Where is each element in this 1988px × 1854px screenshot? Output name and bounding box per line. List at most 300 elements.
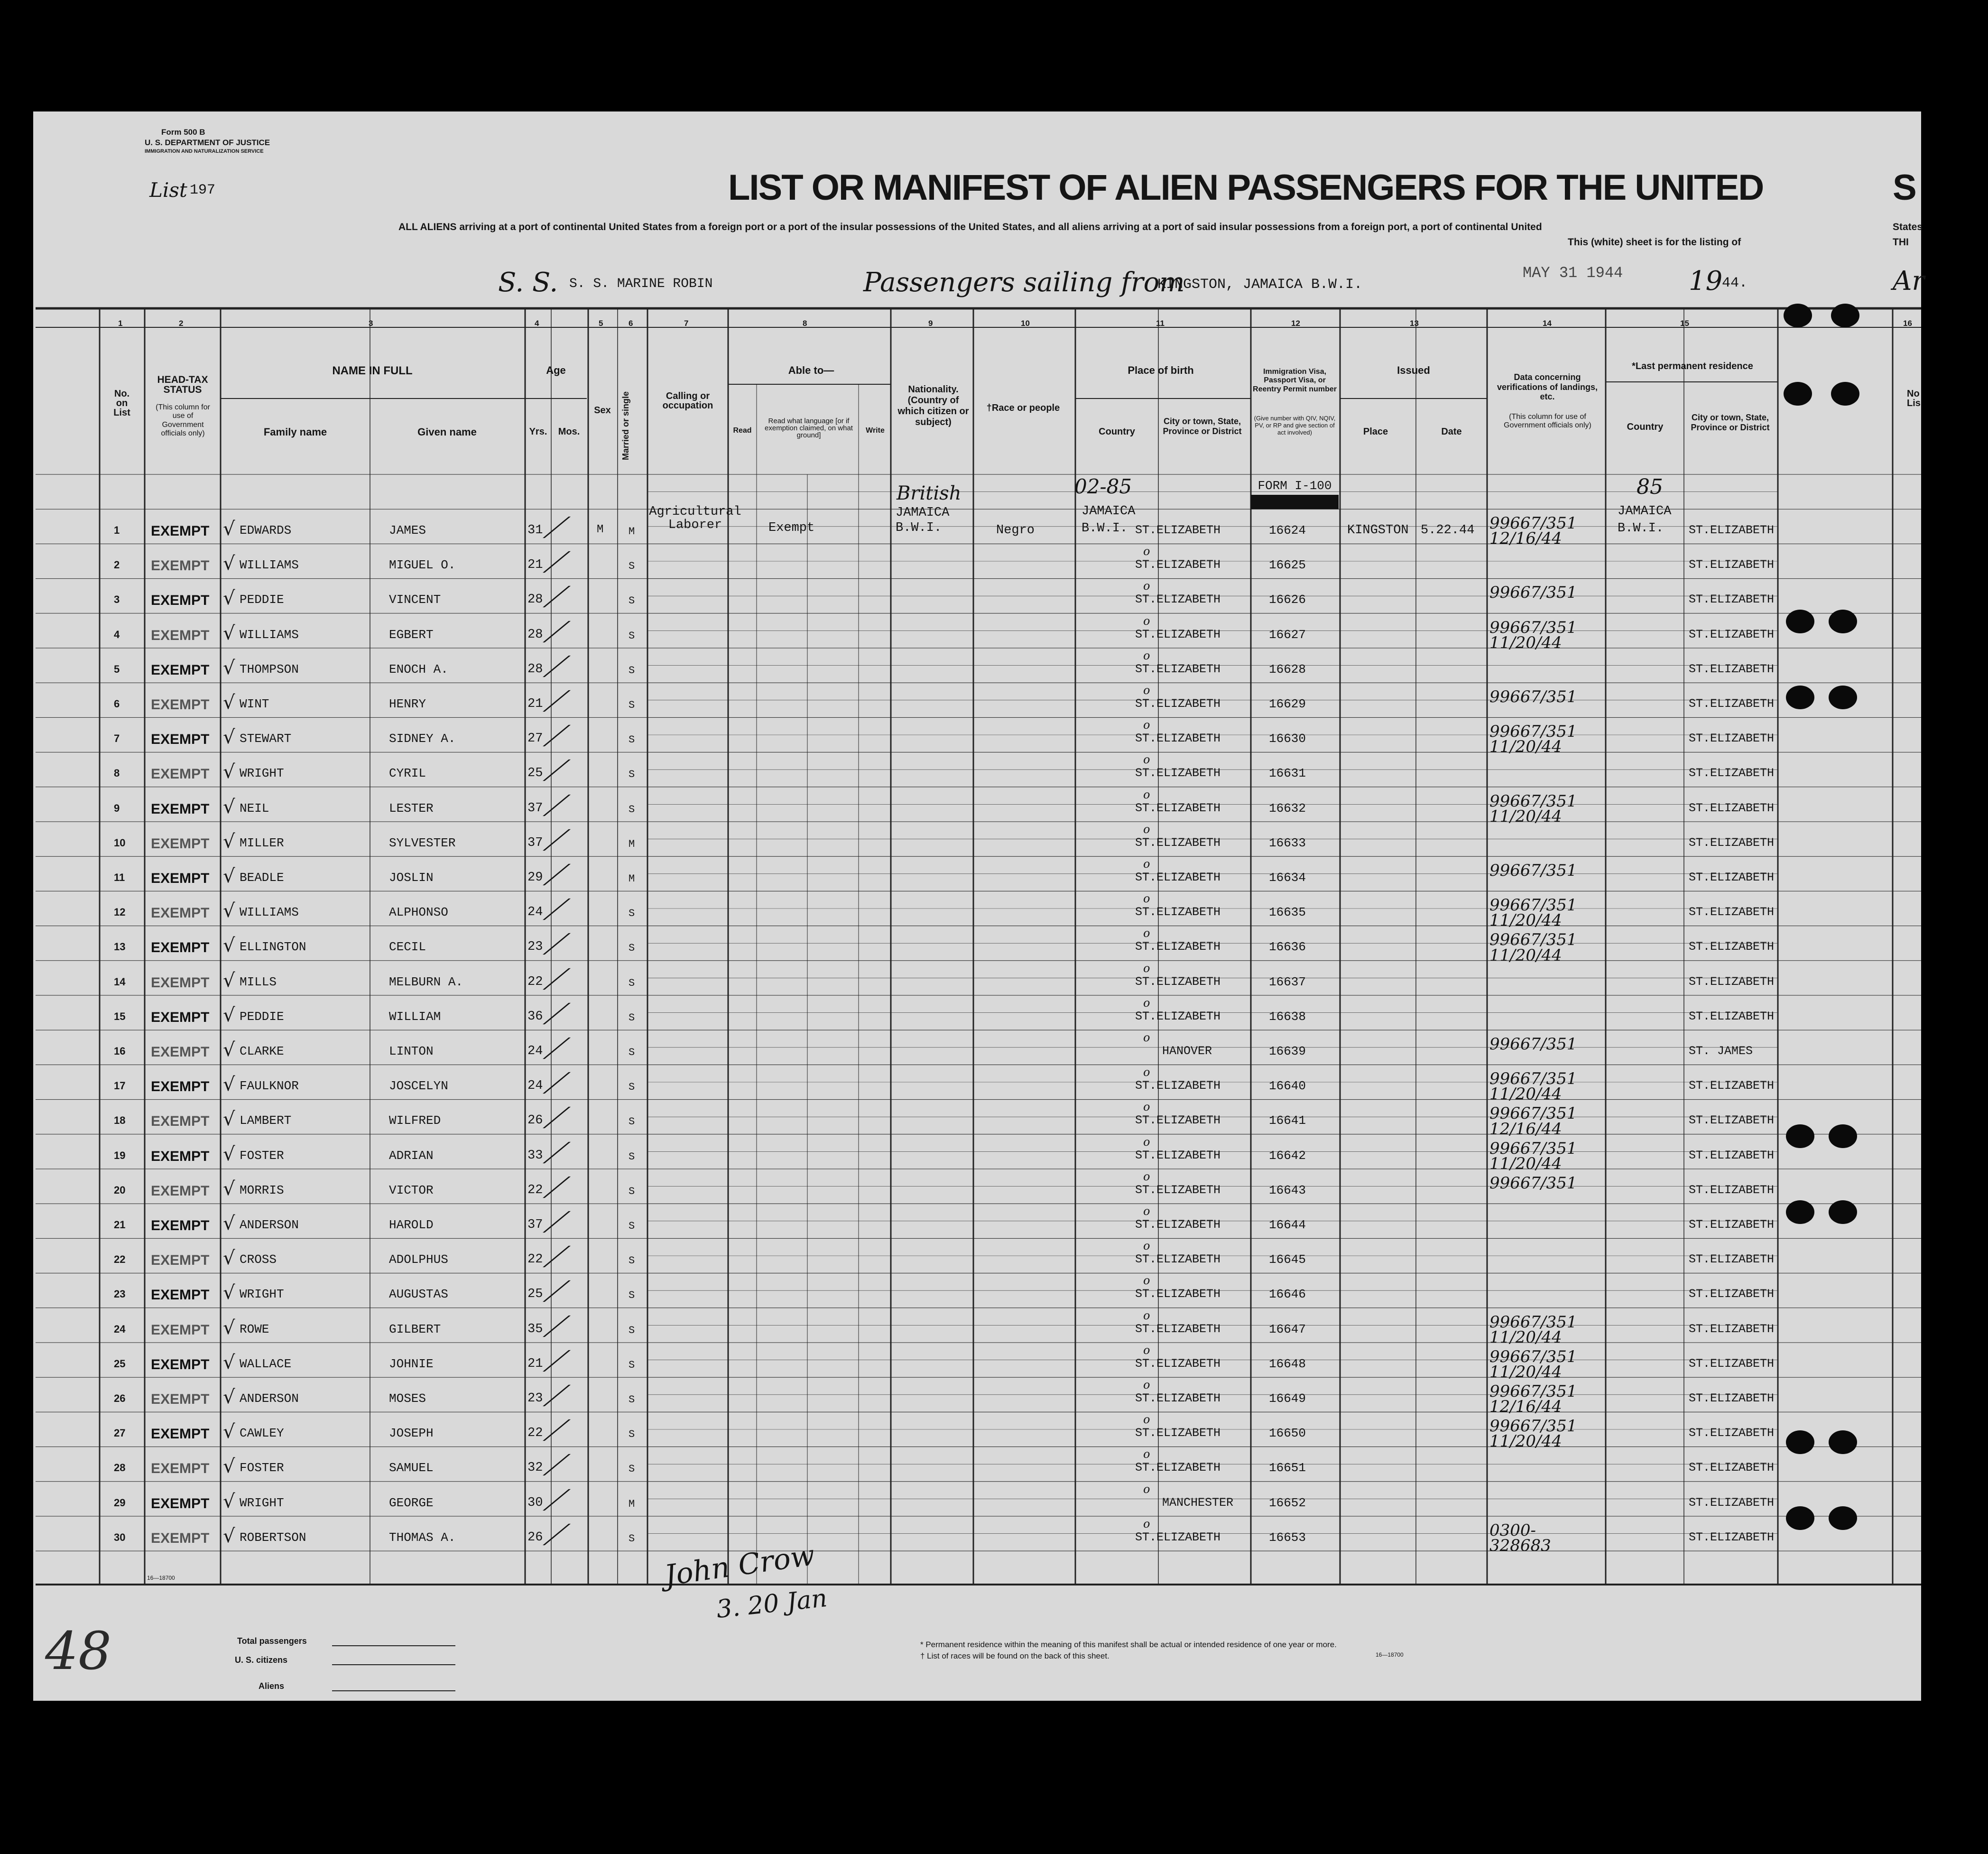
age-years: 32 bbox=[527, 1461, 543, 1475]
year-prefix: 19 bbox=[1689, 266, 1723, 297]
visa-number: 16636 bbox=[1269, 940, 1306, 955]
age-months-tick: / bbox=[542, 1483, 573, 1514]
head-tax-status: EXEMPT bbox=[151, 1426, 210, 1442]
given-name: SAMUEL bbox=[389, 1461, 434, 1475]
visa-number: 16626 bbox=[1269, 593, 1306, 607]
sex: M bbox=[597, 523, 604, 536]
issued-place: KINGSTON bbox=[1347, 523, 1409, 538]
age-months-tick: / bbox=[542, 754, 573, 785]
check-mark: √ bbox=[223, 1039, 235, 1061]
ditto-mark: o bbox=[1143, 614, 1150, 628]
marital-status: S bbox=[629, 1116, 635, 1128]
age-months-tick: / bbox=[542, 1310, 573, 1341]
residence-city: ST.ELIZABETH bbox=[1689, 1079, 1775, 1093]
family-name: MILLS bbox=[240, 974, 277, 989]
check-mark: √ bbox=[223, 1108, 235, 1131]
check-mark: √ bbox=[223, 1490, 235, 1512]
age-months-tick: / bbox=[542, 928, 573, 959]
family-name: ROBERTSON bbox=[240, 1530, 306, 1545]
family-name: WRIGHT bbox=[240, 766, 284, 781]
row-number: 2 bbox=[114, 559, 120, 571]
age-years: 23 bbox=[527, 1391, 543, 1406]
head-tax-status: EXEMPT bbox=[151, 835, 210, 852]
header-nationality: Nationality. (Country of which citizen or subject) bbox=[897, 384, 969, 427]
visa-number: 16648 bbox=[1269, 1356, 1306, 1371]
header-res-country: Country bbox=[1627, 422, 1664, 432]
age-years: 30 bbox=[527, 1495, 543, 1510]
age-months-tick: / bbox=[542, 1518, 573, 1549]
visa-number: 16628 bbox=[1269, 662, 1306, 677]
check-mark: √ bbox=[223, 1525, 235, 1547]
header-yrs: Yrs. bbox=[529, 426, 547, 437]
marital-status: S bbox=[629, 1463, 635, 1475]
header-name-in-full: NAME IN FULL bbox=[332, 364, 413, 377]
age-years: 24 bbox=[527, 905, 543, 920]
check-mark: √ bbox=[223, 692, 235, 714]
row-number: 6 bbox=[114, 698, 120, 710]
given-name: HAROLD bbox=[389, 1218, 434, 1232]
family-name: WILLIAMS bbox=[240, 905, 299, 920]
nationality-handwritten: British bbox=[897, 482, 962, 504]
check-mark: √ bbox=[223, 865, 235, 887]
row-number: 13 bbox=[114, 941, 126, 953]
residence-city: ST.ELIZABETH bbox=[1689, 974, 1775, 989]
punch-hole bbox=[1829, 610, 1857, 633]
given-name: HENRY bbox=[389, 697, 426, 711]
birth-city: ST.ELIZABETH bbox=[1135, 593, 1221, 607]
visa-number: 16642 bbox=[1269, 1148, 1306, 1163]
footnote-residence: * Permanent residence within the meaning of this manifest shall be actual or intended residence of one year or more. bbox=[920, 1640, 1337, 1649]
birth-city: ST.ELIZABETH bbox=[1135, 1079, 1221, 1093]
header-head-tax: HEAD-TAX STATUS bbox=[157, 374, 208, 395]
residence-city: ST.ELIZABETH bbox=[1689, 1391, 1775, 1405]
marital-status: S bbox=[629, 908, 635, 920]
occupation: Agricultural Laborer bbox=[649, 505, 741, 533]
row-number: 21 bbox=[114, 1219, 126, 1231]
head-tax-status: EXEMPT bbox=[151, 974, 210, 991]
header-able-to: Able to— bbox=[788, 364, 834, 376]
total-passengers-label: Total passengers bbox=[237, 1636, 307, 1646]
family-name: STEWART bbox=[240, 732, 292, 746]
marital-status: M bbox=[629, 1498, 635, 1510]
punch-hole bbox=[1829, 1200, 1857, 1224]
check-mark: √ bbox=[223, 587, 235, 610]
head-tax-status: EXEMPT bbox=[151, 1322, 210, 1338]
age-months-tick: / bbox=[542, 824, 573, 854]
ditto-mark: o bbox=[1143, 1169, 1150, 1183]
visa-number: 16653 bbox=[1269, 1530, 1306, 1545]
ditto-mark: o bbox=[1143, 996, 1150, 1010]
visa-number: 16637 bbox=[1269, 974, 1306, 989]
birth-city: ST.ELIZABETH bbox=[1135, 627, 1221, 641]
age-months-tick: / bbox=[542, 859, 573, 889]
family-name: FAULKNOR bbox=[240, 1079, 299, 1094]
verification-note: 99667/351 11/20/44 bbox=[1489, 1069, 1577, 1104]
head-tax-status: EXEMPT bbox=[151, 801, 210, 817]
header-race: †Race or people bbox=[986, 403, 1060, 413]
head-tax-status: EXEMPT bbox=[151, 905, 210, 921]
punch-hole bbox=[1784, 382, 1812, 406]
head-tax-status: EXEMPT bbox=[151, 1113, 210, 1130]
visa-number: 16632 bbox=[1269, 801, 1306, 816]
birth-city: ST.ELIZABETH bbox=[1135, 1183, 1221, 1197]
residence-city: ST.ELIZABETH bbox=[1689, 662, 1775, 676]
visa-number: 16630 bbox=[1269, 732, 1306, 746]
print-code: 16—18700 bbox=[1376, 1651, 1404, 1658]
row-number: 29 bbox=[114, 1496, 126, 1509]
birth-city: ST.ELIZABETH bbox=[1135, 662, 1221, 676]
age-months-tick: / bbox=[542, 1136, 573, 1167]
column-number: 16 bbox=[1903, 319, 1912, 328]
footnote-races: † List of races will be found on the back of this sheet. bbox=[920, 1651, 1110, 1660]
age-months-tick: / bbox=[542, 720, 573, 751]
residence-city: ST.ELIZABETH bbox=[1689, 1218, 1775, 1232]
column-number: 10 bbox=[1021, 319, 1030, 328]
visa-number: 16635 bbox=[1269, 905, 1306, 920]
age-years: 33 bbox=[527, 1148, 543, 1163]
check-mark: √ bbox=[223, 1316, 235, 1339]
head-tax-status: EXEMPT bbox=[151, 1356, 210, 1372]
column-number: 9 bbox=[928, 319, 933, 328]
header-visa: Immigration Visa, Passport Visa, or Reentry Permit number bbox=[1253, 368, 1337, 393]
given-name: WILFRED bbox=[389, 1113, 441, 1128]
check-mark: √ bbox=[223, 657, 235, 679]
age-years: 22 bbox=[527, 1183, 543, 1197]
row-number: 7 bbox=[114, 732, 120, 745]
check-mark: √ bbox=[223, 761, 235, 783]
check-mark: √ bbox=[223, 1421, 235, 1443]
age-years: 25 bbox=[527, 766, 543, 781]
given-name: VICTOR bbox=[389, 1183, 434, 1197]
ditto-mark: o bbox=[1143, 1517, 1150, 1530]
punch-hole bbox=[1786, 1506, 1814, 1530]
header-no-on-list: No. on List bbox=[113, 389, 130, 418]
header-given-name: Given name bbox=[417, 426, 477, 438]
age-months-tick: / bbox=[542, 1414, 573, 1445]
marital-status: S bbox=[629, 1289, 635, 1302]
marital-status: M bbox=[629, 838, 635, 850]
check-mark: √ bbox=[223, 1143, 235, 1165]
age-years: 26 bbox=[527, 1530, 543, 1545]
age-months-tick: / bbox=[542, 789, 573, 820]
age-years: 21 bbox=[527, 1356, 543, 1371]
residence-city: ST.ELIZABETH bbox=[1689, 1461, 1775, 1475]
age-months-tick: / bbox=[542, 546, 573, 577]
sailing-label: Passengers sailing from bbox=[863, 267, 1185, 298]
family-name: CROSS bbox=[240, 1252, 277, 1267]
age-years: 37 bbox=[527, 835, 543, 850]
residence-city: ST.ELIZABETH bbox=[1689, 1322, 1775, 1336]
header-write: Write bbox=[866, 426, 885, 435]
punch-hole bbox=[1786, 1200, 1814, 1224]
ss-value: S. S. MARINE ROBIN bbox=[569, 277, 713, 291]
visa-number: 16631 bbox=[1269, 766, 1306, 781]
verification-note: 99667/351 11/20/44 bbox=[1489, 1417, 1577, 1451]
punch-hole bbox=[1829, 686, 1857, 709]
age-years: 24 bbox=[527, 1079, 543, 1094]
row-number: 24 bbox=[114, 1323, 126, 1335]
check-mark: √ bbox=[223, 1177, 235, 1200]
age-years: 35 bbox=[527, 1322, 543, 1336]
given-name: LESTER bbox=[389, 801, 434, 816]
family-name: THOMPSON bbox=[240, 662, 299, 677]
check-mark: √ bbox=[223, 935, 235, 957]
header-calling: Calling or occupation bbox=[662, 391, 713, 411]
white-sheet-note: This (white) sheet is for the listing of bbox=[1568, 237, 1741, 248]
column-number: 2 bbox=[179, 319, 184, 328]
ditto-mark: o bbox=[1143, 1100, 1150, 1114]
marital-status: S bbox=[629, 1220, 635, 1232]
family-name: ROWE bbox=[240, 1322, 269, 1336]
head-tax-status: EXEMPT bbox=[151, 1252, 210, 1269]
family-name: PEDDIE bbox=[240, 1009, 284, 1024]
row-number: 15 bbox=[114, 1010, 126, 1022]
head-tax-status: EXEMPT bbox=[151, 1183, 210, 1199]
residence-note-handwritten: 85 bbox=[1637, 475, 1663, 499]
list-label: List bbox=[149, 178, 187, 202]
visa-number: 16644 bbox=[1269, 1218, 1306, 1232]
age-years: 23 bbox=[527, 940, 543, 955]
row-number: 8 bbox=[114, 767, 120, 779]
birth-city: ST.ELIZABETH bbox=[1135, 732, 1221, 746]
ditto-mark: o bbox=[1143, 579, 1150, 593]
check-mark: √ bbox=[223, 969, 235, 992]
residence-city: ST.ELIZABETH bbox=[1689, 1426, 1775, 1440]
visa-number: 16639 bbox=[1269, 1044, 1306, 1058]
age-months-tick: / bbox=[542, 685, 573, 715]
service-name: IMMIGRATION AND NATURALIZATION SERVICE bbox=[145, 148, 264, 154]
residence-city: ST.ELIZABETH bbox=[1689, 940, 1775, 954]
head-tax-status: EXEMPT bbox=[151, 766, 210, 782]
read-language: Exempt bbox=[768, 521, 815, 535]
birth-city: ST.ELIZABETH bbox=[1135, 905, 1221, 919]
ditto-mark: o bbox=[1143, 1343, 1150, 1357]
visa-number: 16624 bbox=[1269, 523, 1306, 538]
birth-city: ST.ELIZABETH bbox=[1135, 974, 1221, 989]
head-tax-status: EXEMPT bbox=[151, 593, 210, 609]
visa-number: 16640 bbox=[1269, 1079, 1306, 1094]
age-months-tick: / bbox=[542, 1449, 573, 1480]
verification-note: 99667/351 11/20/44 bbox=[1489, 930, 1577, 965]
marital-status: M bbox=[629, 526, 635, 538]
column-number: 5 bbox=[599, 319, 603, 328]
ditto-mark: o bbox=[1143, 1205, 1150, 1218]
row-number: 28 bbox=[114, 1462, 126, 1474]
age-months-tick: / bbox=[542, 1275, 573, 1306]
row-number: 27 bbox=[114, 1427, 126, 1439]
row-number: 10 bbox=[114, 836, 126, 849]
birth-city: ST.ELIZABETH bbox=[1135, 1530, 1221, 1544]
birth-city: ST.ELIZABETH bbox=[1135, 1322, 1221, 1336]
ditto-mark: o bbox=[1143, 822, 1150, 836]
head-tax-status: EXEMPT bbox=[151, 1079, 210, 1095]
visa-redaction-bar bbox=[1251, 495, 1339, 509]
column-number: 7 bbox=[684, 319, 689, 328]
date-stamp: MAY 31 1944 bbox=[1523, 264, 1623, 282]
marital-status: S bbox=[629, 1185, 635, 1197]
header-family-name: Family name bbox=[263, 426, 327, 438]
total-passengers-line bbox=[332, 1645, 455, 1646]
race: Negro bbox=[996, 523, 1035, 538]
marital-status: S bbox=[629, 1011, 635, 1024]
ditto-mark: o bbox=[1143, 788, 1150, 801]
row-number: 19 bbox=[114, 1149, 126, 1161]
family-name: EDWARDS bbox=[240, 523, 292, 538]
family-name: FOSTER bbox=[240, 1461, 284, 1475]
age-years: 27 bbox=[527, 732, 543, 746]
row-number: 12 bbox=[114, 906, 126, 918]
visa-number: 16650 bbox=[1269, 1426, 1306, 1441]
birth-city: ST.ELIZABETH bbox=[1135, 1218, 1221, 1232]
header-data-concerning: Data concerning verifications of landings, etc. bbox=[1497, 372, 1598, 402]
age-months-tick: / bbox=[542, 581, 573, 612]
punch-hole bbox=[1829, 1124, 1857, 1148]
column-number: 1 bbox=[118, 319, 123, 328]
given-name: JOSLIN bbox=[389, 871, 434, 885]
row-number: 23 bbox=[114, 1288, 126, 1300]
marital-status: S bbox=[629, 734, 635, 746]
residence-city: ST.ELIZABETH bbox=[1689, 801, 1775, 815]
family-name: MILLER bbox=[240, 835, 284, 850]
header-sex: Sex bbox=[594, 405, 611, 416]
birth-city: ST.ELIZABETH bbox=[1135, 523, 1221, 537]
verification-note: 99667/351 bbox=[1489, 583, 1577, 603]
header-birth-city: City or town, State, Province or District bbox=[1163, 417, 1242, 436]
header-issued-date: Date bbox=[1441, 426, 1462, 437]
column-number: 3 bbox=[369, 319, 373, 328]
ditto-mark: o bbox=[1143, 892, 1150, 906]
visa-number: 16633 bbox=[1269, 835, 1306, 850]
birth-country: JAMAICA B.W.I. bbox=[1082, 504, 1136, 536]
header-mos: Mos. bbox=[558, 426, 580, 437]
check-mark: √ bbox=[223, 1386, 235, 1408]
header-issued-place: Place bbox=[1363, 426, 1388, 437]
birth-city: ST.ELIZABETH bbox=[1135, 940, 1221, 954]
verification-note: 99667/351 bbox=[1489, 687, 1577, 706]
ditto-mark: o bbox=[1143, 1482, 1150, 1496]
residence-city: ST.ELIZABETH bbox=[1689, 1113, 1775, 1128]
head-tax-status: EXEMPT bbox=[151, 662, 210, 678]
birth-note-handwritten: 02-85 bbox=[1074, 475, 1132, 498]
punch-hole bbox=[1786, 610, 1814, 633]
visa-number: 16652 bbox=[1269, 1495, 1306, 1510]
marital-status: S bbox=[629, 1532, 635, 1545]
given-name: GEORGE bbox=[389, 1495, 434, 1510]
residence-country: JAMAICA B.W.I. bbox=[1618, 504, 1672, 536]
given-name: CECIL bbox=[389, 940, 426, 955]
residence-city: ST.ELIZABETH bbox=[1689, 1148, 1775, 1162]
marital-status: S bbox=[629, 942, 635, 955]
given-name: MIGUEL O. bbox=[389, 558, 456, 573]
given-name: SYLVESTER bbox=[389, 835, 456, 850]
check-mark: √ bbox=[223, 1455, 235, 1478]
residence-city: ST.ELIZABETH bbox=[1689, 627, 1775, 641]
row-number: 22 bbox=[114, 1253, 126, 1266]
given-name: ADRIAN bbox=[389, 1148, 434, 1163]
check-mark: √ bbox=[223, 726, 235, 749]
ditto-mark: o bbox=[1143, 1308, 1150, 1322]
row-number: 1 bbox=[114, 524, 120, 536]
column-number: 4 bbox=[535, 319, 539, 328]
marital-status: S bbox=[629, 1255, 635, 1267]
given-name: MELBURN A. bbox=[389, 974, 463, 989]
marital-status: S bbox=[629, 1047, 635, 1058]
check-mark: √ bbox=[223, 622, 235, 644]
age-years: 37 bbox=[527, 1218, 543, 1232]
punch-hole bbox=[1784, 304, 1812, 327]
signature: John Crow bbox=[662, 1539, 817, 1593]
age-months-tick: / bbox=[542, 650, 573, 681]
residence-city: ST.ELIZABETH bbox=[1689, 697, 1775, 711]
verification-note: 99667/351 11/20/44 bbox=[1489, 1139, 1577, 1173]
birth-city: HANOVER bbox=[1162, 1044, 1212, 1058]
marital-status: S bbox=[629, 1150, 635, 1163]
birth-city: ST.ELIZABETH bbox=[1135, 1391, 1221, 1405]
age-years: 21 bbox=[527, 697, 543, 711]
department: U. S. DEPARTMENT OF JUSTICE bbox=[145, 138, 270, 147]
marital-status: S bbox=[629, 595, 635, 607]
manifest-title: LIST OR MANIFEST OF ALIEN PASSENGERS FOR THE UNITED bbox=[728, 167, 1764, 208]
us-citizens-line bbox=[332, 1664, 455, 1665]
ditto-mark: o bbox=[1143, 1378, 1150, 1391]
age-months-tick: / bbox=[542, 615, 573, 646]
punch-hole bbox=[1786, 1430, 1814, 1454]
residence-city: ST.ELIZABETH bbox=[1689, 523, 1775, 537]
head-tax-status: EXEMPT bbox=[151, 1044, 210, 1060]
residence-city: ST. JAMES bbox=[1689, 1044, 1753, 1058]
age-years: 22 bbox=[527, 974, 543, 989]
us-citizens-label: U. S. citizens bbox=[235, 1655, 288, 1665]
family-name: WILLIAMS bbox=[240, 558, 299, 573]
age-years: 28 bbox=[527, 593, 543, 607]
birth-city: ST.ELIZABETH bbox=[1135, 1426, 1221, 1440]
head-tax-status: EXEMPT bbox=[151, 1461, 210, 1477]
column-number: 12 bbox=[1291, 319, 1300, 328]
verification-note: 99667/351 bbox=[1489, 1173, 1577, 1193]
check-mark: √ bbox=[223, 900, 235, 922]
visa-number: 16629 bbox=[1269, 697, 1306, 711]
header-age: Age bbox=[546, 364, 566, 376]
ditto-mark: o bbox=[1143, 1274, 1150, 1288]
head-tax-status: EXEMPT bbox=[151, 558, 210, 574]
family-name: ELLINGTON bbox=[240, 940, 306, 955]
check-mark: √ bbox=[223, 1213, 235, 1234]
header-read: Read bbox=[733, 426, 752, 435]
punch-hole bbox=[1831, 304, 1859, 327]
check-mark: √ bbox=[223, 1282, 235, 1304]
age-months-tick: / bbox=[542, 1241, 573, 1271]
residence-city: ST.ELIZABETH bbox=[1689, 766, 1775, 780]
signature-date: 3. 20 Jan bbox=[715, 1584, 829, 1624]
given-name: JOHNIE bbox=[389, 1356, 434, 1371]
age-years: 22 bbox=[527, 1252, 543, 1267]
age-years: 25 bbox=[527, 1287, 543, 1302]
visa-number: 16645 bbox=[1269, 1252, 1306, 1267]
nationality: JAMAICA B.W.I. bbox=[896, 506, 950, 536]
punch-hole bbox=[1786, 1124, 1814, 1148]
visa-number: 16643 bbox=[1269, 1183, 1306, 1197]
family-name: ANDERSON bbox=[240, 1391, 299, 1406]
birth-city: ST.ELIZABETH bbox=[1135, 1113, 1221, 1128]
punch-hole bbox=[1831, 382, 1859, 406]
marital-status: S bbox=[629, 1428, 635, 1441]
row-number: 3 bbox=[114, 593, 120, 606]
marital-status: S bbox=[629, 977, 635, 989]
age-years: 28 bbox=[527, 662, 543, 677]
birth-city: MANCHESTER bbox=[1162, 1495, 1234, 1510]
punch-hole bbox=[1786, 686, 1814, 709]
row-number: 17 bbox=[114, 1080, 126, 1092]
